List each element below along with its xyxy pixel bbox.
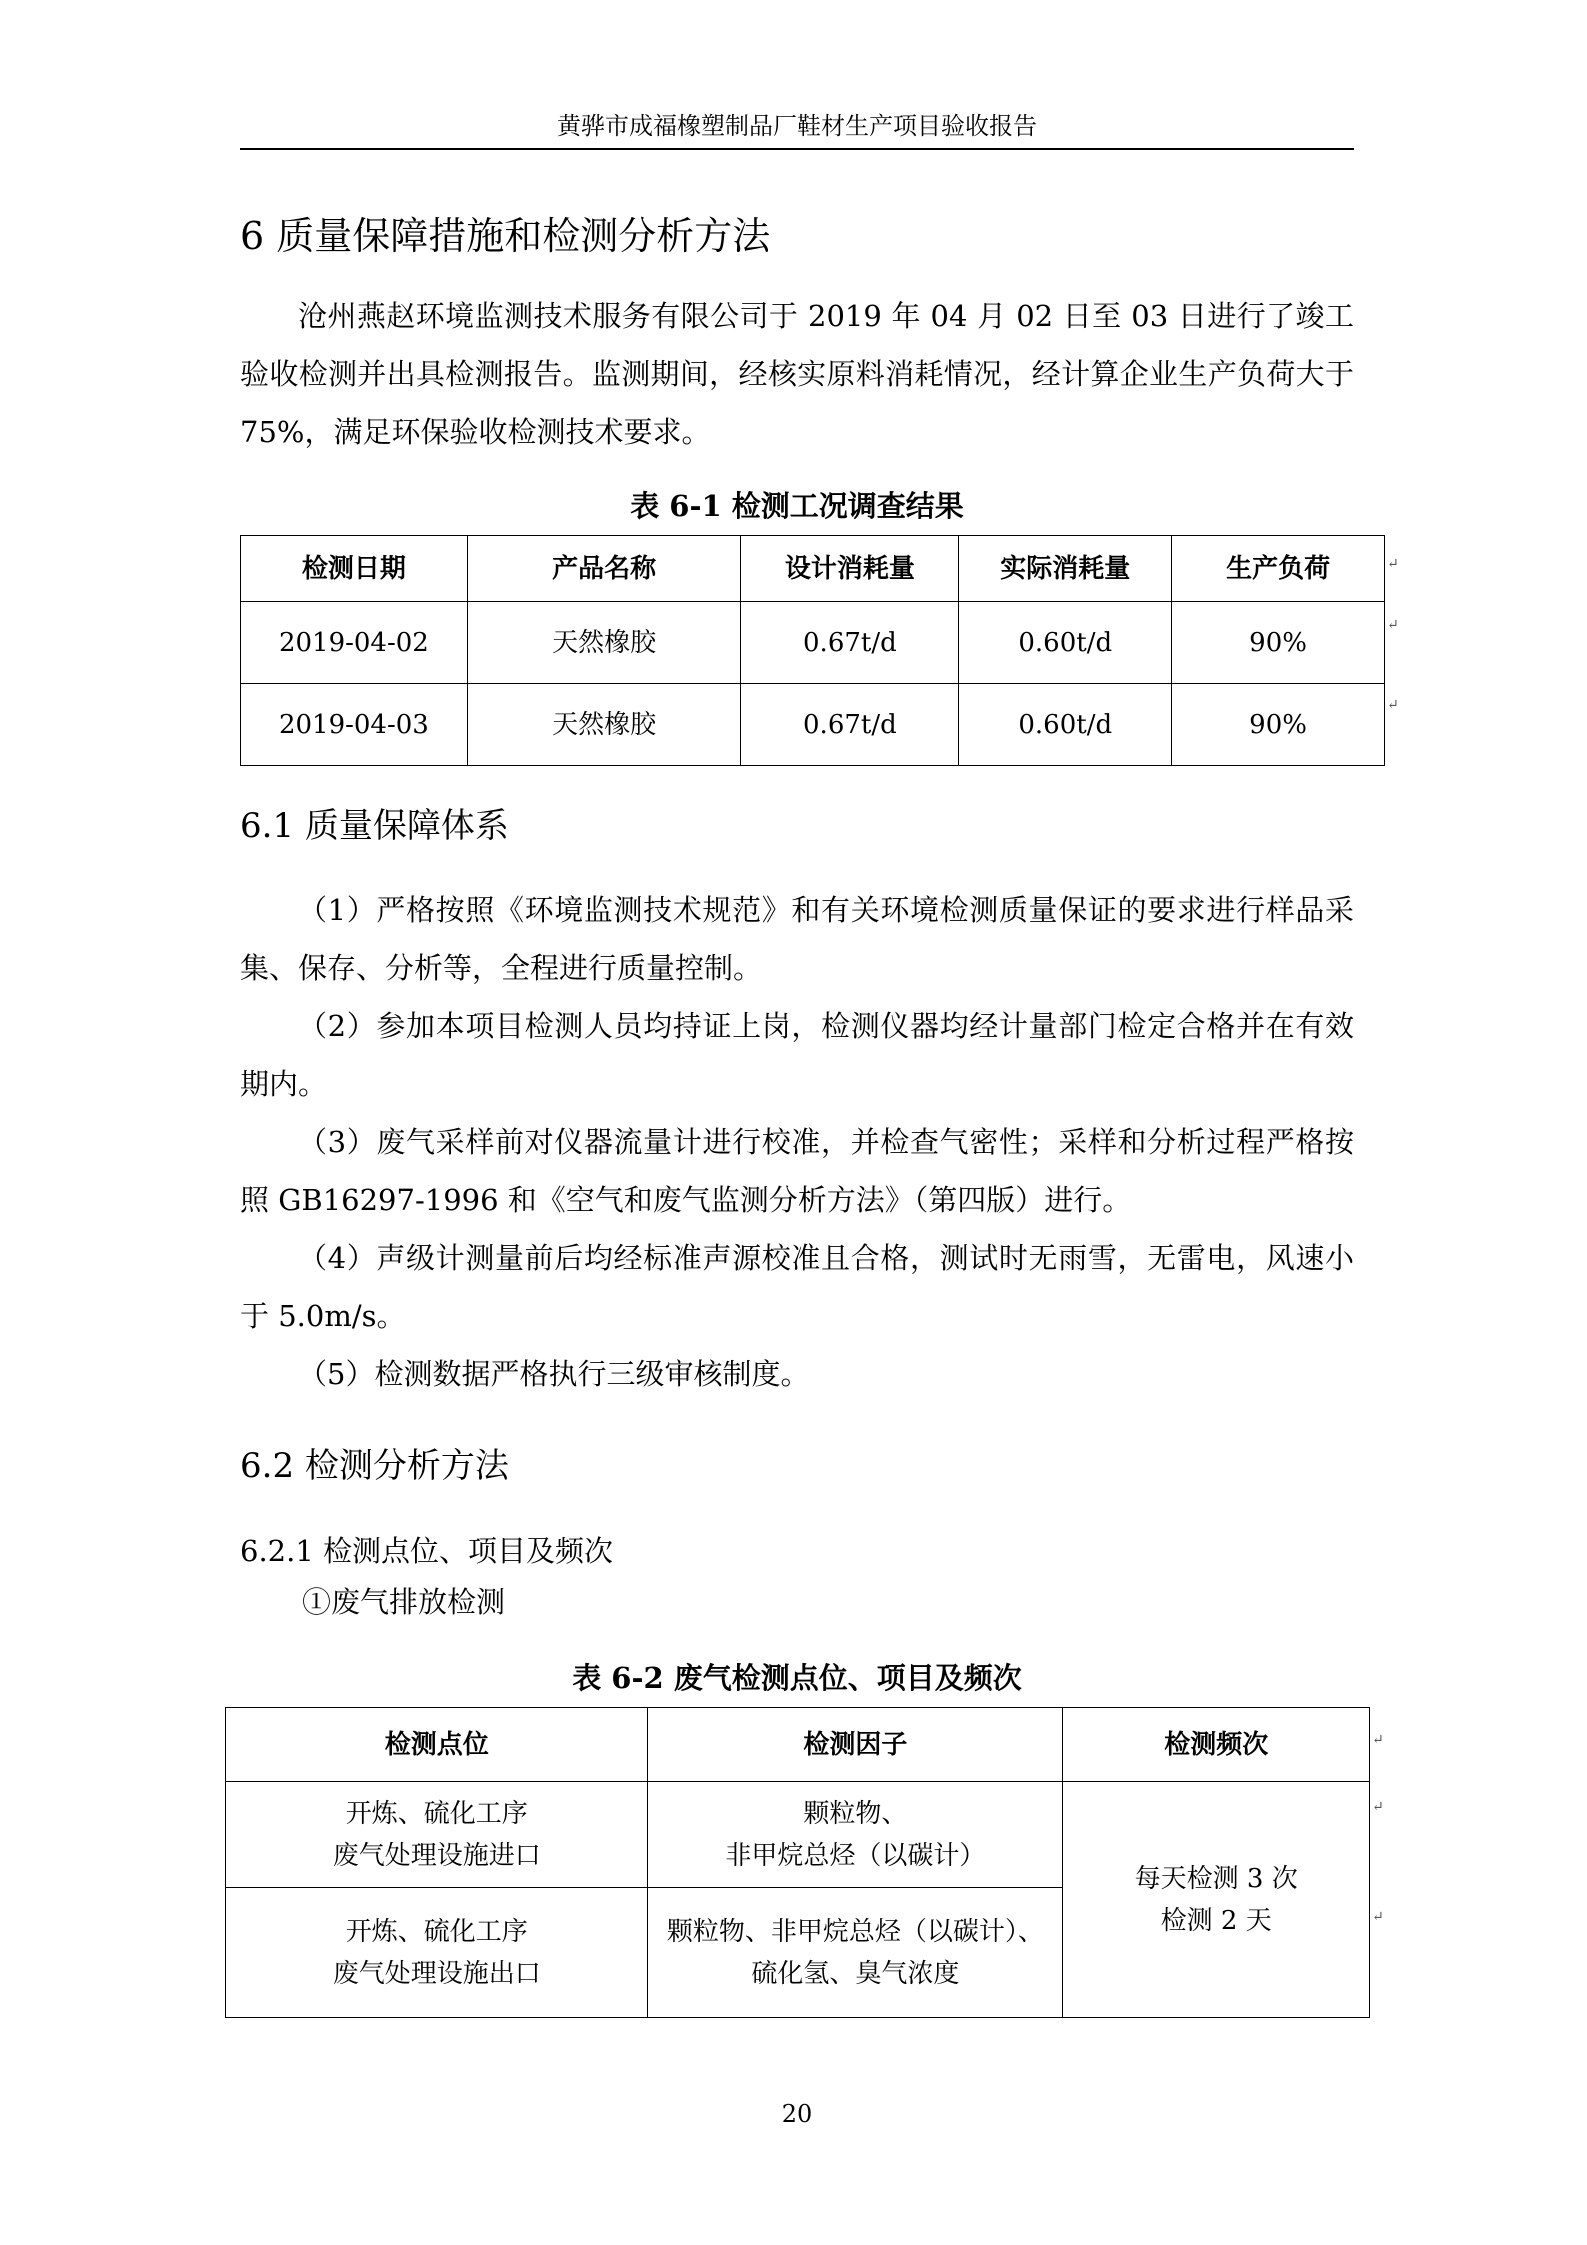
table-cell: 2019-04-03: [241, 684, 468, 766]
factor-line: 颗粒物、非甲烷总烃（以碳计）、: [666, 1916, 1044, 1947]
table-cell: 0.60t/d: [959, 684, 1172, 766]
table-cell: 天然橡胶: [467, 684, 741, 766]
column-header: 检测因子: [648, 1708, 1063, 1782]
column-header: 实际消耗量: [959, 536, 1172, 602]
table-6-1: [240, 535, 1385, 766]
point-line: 废气处理设施出口: [332, 1958, 541, 1989]
end-of-row-mark: ↵: [1387, 556, 1399, 572]
end-of-row-mark: ↵: [1387, 697, 1399, 713]
factor-line: 非甲烷总烃（以碳计）: [725, 1840, 986, 1871]
table-cell: 0.67t/d: [741, 602, 959, 684]
item-heading: ①废气排放检测: [302, 1585, 506, 1619]
list-item: （1）严格按照《环境监测技术规范》和有关环境检测质量保证的要求进行样品采集、保存、分析等，全程进行质量控制。: [240, 893, 1354, 985]
end-of-row-mark: ↵: [1372, 1909, 1384, 1925]
factor-line: 硫化氢、臭气浓度: [751, 1958, 960, 1989]
list-item: （2）参加本项目检测人员均持证上岗，检测仪器均经计量部门检定合格并在有效期内。: [240, 1009, 1354, 1101]
table-row: [226, 1782, 1370, 1888]
factor-line: 颗粒物、: [803, 1798, 908, 1829]
list-item: （5）检测数据严格执行三级审核制度。: [298, 1357, 810, 1391]
column-header: 检测点位: [226, 1708, 648, 1782]
section-6-1-heading: 6.1 质量保障体系: [240, 806, 509, 846]
header-divider: [240, 148, 1354, 150]
table-cell: [648, 1782, 1063, 1888]
table-cell: [648, 1888, 1063, 2018]
table-cell: 90%: [1172, 684, 1385, 766]
end-of-row-mark: ↵: [1387, 617, 1399, 633]
table-header-row: [241, 536, 1385, 602]
page-number: 20: [781, 2100, 813, 2128]
table-cell: [226, 1888, 648, 2018]
table-6-2: [225, 1707, 1370, 2018]
table-6-1-caption: 表 6-1 检测工况调查结果: [630, 489, 964, 523]
end-of-row-mark: ↵: [1372, 1799, 1384, 1815]
column-header: 检测频次: [1063, 1708, 1370, 1782]
column-header: 生产负荷: [1172, 536, 1385, 602]
table-cell: 天然橡胶: [467, 602, 741, 684]
column-header: 产品名称: [467, 536, 741, 602]
frequency-line: 每天检测 3 次: [1134, 1863, 1298, 1894]
list-item: （4）声级计测量前后均经标准声源校准且合格，测试时无雨雪，无雷电，风速小于 5.0m/s。: [240, 1241, 1354, 1333]
section-6-2-heading: 6.2 检测分析方法: [240, 1446, 509, 1486]
table-row: [241, 684, 1385, 766]
intro-paragraph: 沧州燕赵环境监测技术服务有限公司于 2019 年 04 月 02 日至 03 日进行了竣工验收检测并出具检测报告。监测期间，经核实原料消耗情况，经计算企业生产负荷大于 75%，满足环保验收检测技术要求。: [240, 299, 1354, 449]
table-cell: 90%: [1172, 602, 1385, 684]
end-of-row-mark: ↵: [1372, 1732, 1384, 1748]
table-row: [241, 602, 1385, 684]
point-line: 开炼、硫化工序: [345, 1916, 528, 1947]
section-6-1-list: [240, 881, 1354, 1403]
table-cell: [226, 1782, 648, 1888]
section-6-2-1-heading: 6.2.1 检测点位、项目及频次: [240, 1534, 614, 1568]
table-cell: 0.60t/d: [959, 602, 1172, 684]
table-cell: [1063, 1782, 1370, 2018]
table-cell: 2019-04-02: [241, 602, 468, 684]
frequency-line: 检测 2 天: [1160, 1905, 1272, 1936]
list-item: （3）废气采样前对仪器流量计进行校准，并检查气密性；采样和分析过程严格按照 GB16297-1996 和《空气和废气监测分析方法》（第四版）进行。: [240, 1125, 1354, 1217]
column-header: 检测日期: [241, 536, 468, 602]
column-header: 设计消耗量: [741, 536, 959, 602]
point-line: 废气处理设施进口: [332, 1840, 541, 1871]
table-cell: 0.67t/d: [741, 684, 959, 766]
section-6-heading: 6 质量保障措施和检测分析方法: [240, 214, 771, 258]
table-6-2-caption: 表 6-2 废气检测点位、项目及频次: [572, 1661, 1022, 1695]
point-line: 开炼、硫化工序: [345, 1798, 528, 1829]
section-6-intro: [240, 287, 1354, 461]
table-header-row: [226, 1708, 1370, 1782]
page-header-title: 黄骅市成福橡塑制品厂鞋材生产项目验收报告: [557, 112, 1037, 140]
